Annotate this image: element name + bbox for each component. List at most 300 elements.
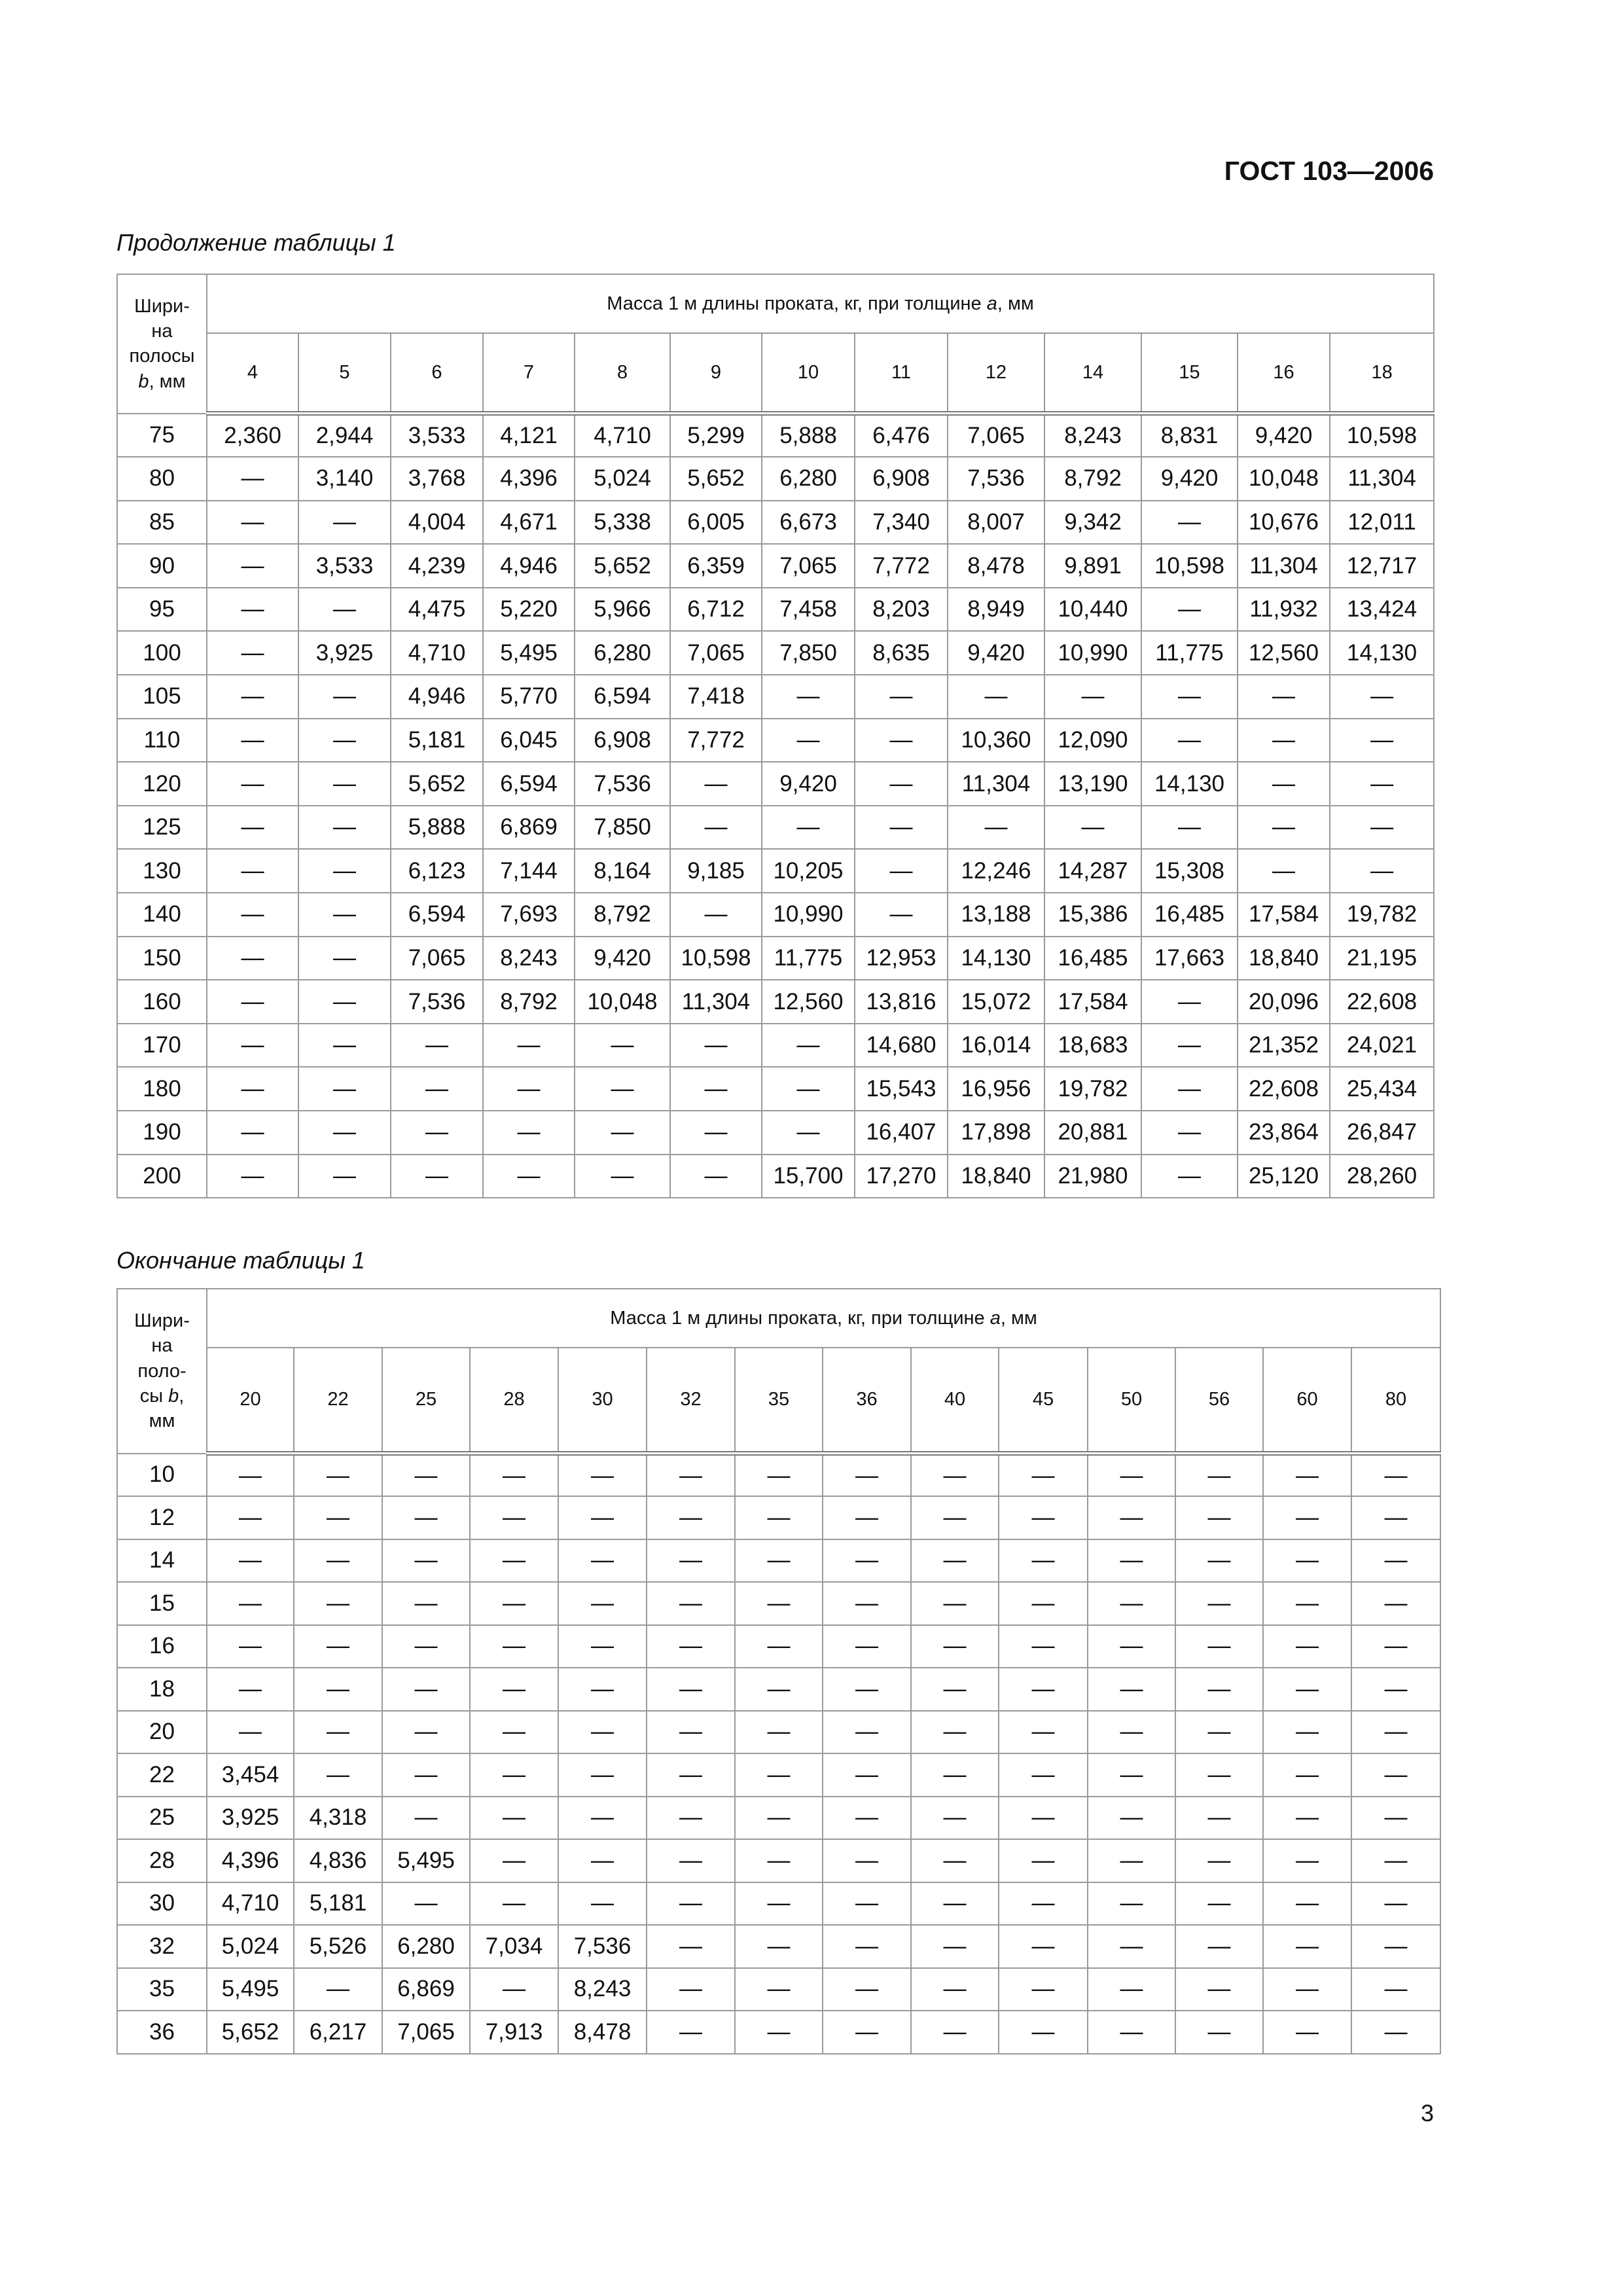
mass-cell: — <box>1351 1753 1440 1797</box>
thickness-header-row <box>117 1348 1440 1454</box>
mass-cell: — <box>1088 1753 1175 1797</box>
mass-cell: 3,925 <box>207 1797 294 1840</box>
mass-cell: — <box>207 501 298 545</box>
mass-cell: — <box>823 1539 911 1583</box>
width-cell: 120 <box>117 762 207 806</box>
mass-cell: — <box>1175 1625 1263 1668</box>
table-row <box>117 544 1434 588</box>
mass-cell: 20,096 <box>1238 980 1330 1024</box>
mass-cell: 16,485 <box>1141 893 1238 937</box>
mass-cell: 6,359 <box>670 544 762 588</box>
thickness-header-30: 30 <box>558 1348 647 1454</box>
mass-cell: 11,932 <box>1238 588 1330 632</box>
mass-cell: 6,869 <box>483 806 575 850</box>
mass-cell: — <box>911 1711 999 1754</box>
mass-cell: — <box>1263 1925 1351 1968</box>
mass-cell: — <box>575 1155 670 1198</box>
mass-cell: — <box>298 675 391 719</box>
mass-cell: — <box>207 1454 294 1497</box>
mass-cell: 19,782 <box>1044 1067 1141 1111</box>
mass-cell: 6,045 <box>483 719 575 762</box>
mass-cell: 10,598 <box>1330 414 1434 457</box>
mass-cell: 4,671 <box>483 501 575 545</box>
mass-cell: 16,407 <box>855 1111 948 1155</box>
width-cell: 170 <box>117 1024 207 1067</box>
mass-cell: — <box>382 1625 470 1668</box>
mass-cell: 25,434 <box>1330 1067 1434 1111</box>
mass-cell: — <box>558 1711 647 1754</box>
mass-cell: — <box>1263 1711 1351 1754</box>
mass-cell: — <box>558 1797 647 1840</box>
mass-cell: — <box>855 762 948 806</box>
mass-cell: — <box>470 1839 558 1882</box>
table-body <box>117 414 1434 1198</box>
mass-cell: 8,007 <box>948 501 1044 545</box>
mass-cell: — <box>382 1711 470 1754</box>
mass-cell: 17,663 <box>1141 937 1238 980</box>
width-cell: 130 <box>117 849 207 893</box>
mass-cell: — <box>298 762 391 806</box>
mass-cell: — <box>1351 1711 1440 1754</box>
width-cell: 150 <box>117 937 207 980</box>
thickness-header-9: 9 <box>670 333 762 414</box>
width-cell: 85 <box>117 501 207 545</box>
mass-cell: 5,181 <box>391 719 483 762</box>
table-row <box>117 980 1434 1024</box>
mass-cell: — <box>911 1582 999 1625</box>
mass-cell: 10,990 <box>762 893 855 937</box>
thickness-header-8: 8 <box>575 333 670 414</box>
mass-cell: — <box>999 1625 1088 1668</box>
mass-cell: — <box>1330 849 1434 893</box>
mass-cell: — <box>855 675 948 719</box>
width-cell: 80 <box>117 457 207 501</box>
thickness-header-28: 28 <box>470 1348 558 1454</box>
mass-cell: 10,440 <box>1044 588 1141 632</box>
mass-cell: — <box>1088 1711 1175 1754</box>
mass-cell: 8,203 <box>855 588 948 632</box>
mass-cell: — <box>1088 1539 1175 1583</box>
mass-cell: — <box>207 457 298 501</box>
mass-cell: 8,635 <box>855 631 948 675</box>
mass-cell: 6,005 <box>670 501 762 545</box>
mass-cell: — <box>207 980 298 1024</box>
table-row <box>117 806 1434 850</box>
mass-cell: — <box>207 762 298 806</box>
mass-cell: — <box>762 1067 855 1111</box>
mass-cell: 7,913 <box>470 2011 558 2054</box>
mass-cell: 6,280 <box>575 631 670 675</box>
table-row <box>117 1839 1440 1882</box>
width-cell: 28 <box>117 1839 207 1882</box>
mass-cell: — <box>294 1582 382 1625</box>
mass-cell: — <box>558 1839 647 1882</box>
mass-cell: 6,869 <box>382 1968 470 2011</box>
mass-cell: — <box>1088 1882 1175 1926</box>
mass-cell: 6,908 <box>575 719 670 762</box>
mass-cell: — <box>855 719 948 762</box>
mass-cell: — <box>670 1155 762 1198</box>
mass-cell: — <box>1351 1925 1440 1968</box>
mass-cell: 4,475 <box>391 588 483 632</box>
mass-cell: — <box>735 2011 823 2054</box>
table-row <box>117 414 1434 457</box>
mass-cell: 9,420 <box>575 937 670 980</box>
mass-cell: — <box>207 1111 298 1155</box>
mass-cell: — <box>298 1024 391 1067</box>
mass-cell: — <box>670 762 762 806</box>
mass-cell: — <box>1088 1625 1175 1668</box>
mass-cell: — <box>558 1882 647 1926</box>
mass-cell: 4,396 <box>207 1839 294 1882</box>
mass-cell: 12,090 <box>1044 719 1141 762</box>
mass-cell: — <box>382 1539 470 1583</box>
width-cell: 32 <box>117 1925 207 1968</box>
mass-cell: — <box>391 1067 483 1111</box>
mass-cell: — <box>735 1753 823 1797</box>
mass-cell: 6,673 <box>762 501 855 545</box>
mass-cell: 10,048 <box>1238 457 1330 501</box>
mass-cell: — <box>647 1496 735 1539</box>
mass-cell: — <box>1044 806 1141 850</box>
width-cell: 36 <box>117 2011 207 2054</box>
mass-cell: 15,543 <box>855 1067 948 1111</box>
mass-cell: 6,280 <box>762 457 855 501</box>
mass-cell: — <box>1263 1668 1351 1711</box>
mass-cell: — <box>1175 1753 1263 1797</box>
width-cell: 14 <box>117 1539 207 1583</box>
mass-cell: 4,710 <box>391 631 483 675</box>
mass-cell: 5,495 <box>207 1968 294 2011</box>
mass-cell: — <box>470 1882 558 1926</box>
mass-cell: 5,888 <box>391 806 483 850</box>
thickness-header-5: 5 <box>298 333 391 414</box>
mass-cell: — <box>1330 762 1434 806</box>
mass-cell: — <box>999 1968 1088 2011</box>
mass-cell: — <box>735 1968 823 2011</box>
mass-cell: — <box>647 1668 735 1711</box>
mass-cell: — <box>298 937 391 980</box>
mass-cell: 5,181 <box>294 1882 382 1926</box>
mass-cell: — <box>483 1111 575 1155</box>
mass-cell: — <box>207 1539 294 1583</box>
mass-cell: 17,584 <box>1238 893 1330 937</box>
mass-cell: 16,485 <box>1044 937 1141 980</box>
thickness-header-15: 15 <box>1141 333 1238 414</box>
mass-cell: — <box>470 1668 558 1711</box>
mass-cell: — <box>207 588 298 632</box>
mass-cell: — <box>391 1155 483 1198</box>
mass-cell: — <box>999 1582 1088 1625</box>
mass-cell: 14,287 <box>1044 849 1141 893</box>
width-cell: 20 <box>117 1711 207 1754</box>
mass-cell: — <box>382 1668 470 1711</box>
mass-cell: — <box>911 1925 999 1968</box>
mass-cell: 13,188 <box>948 893 1044 937</box>
mass-cell: — <box>1175 2011 1263 2054</box>
mass-cell: — <box>483 1024 575 1067</box>
mass-cell: 8,243 <box>558 1968 647 2011</box>
thickness-header-32: 32 <box>647 1348 735 1454</box>
mass-cell: — <box>207 849 298 893</box>
mass-cell: — <box>735 1454 823 1497</box>
width-cell: 75 <box>117 414 207 457</box>
width-cell: 18 <box>117 1668 207 1711</box>
width-column-header: Шири- на полосы b, мм <box>117 274 207 414</box>
mass-cell: 16,014 <box>948 1024 1044 1067</box>
mass-cell: — <box>1088 1968 1175 2011</box>
mass-cell: — <box>999 1454 1088 1497</box>
mass-cell: 8,949 <box>948 588 1044 632</box>
mass-cell: — <box>207 631 298 675</box>
mass-cell: — <box>1175 1496 1263 1539</box>
mass-cell: — <box>1263 1882 1351 1926</box>
mass-cell: — <box>207 1155 298 1198</box>
mass-cell: 7,065 <box>762 544 855 588</box>
mass-column-header: Масса 1 м длины проката, кг, при толщине a, мм <box>207 1289 1440 1348</box>
mass-cell: — <box>823 1454 911 1497</box>
mass-cell: 20,881 <box>1044 1111 1141 1155</box>
mass-cell: 11,304 <box>1330 457 1434 501</box>
mass-cell: 7,340 <box>855 501 948 545</box>
thickness-header-40: 40 <box>911 1348 999 1454</box>
table-row <box>117 1539 1440 1583</box>
mass-cell: 12,011 <box>1330 501 1434 545</box>
mass-cell: — <box>911 2011 999 2054</box>
table-row <box>117 631 1434 675</box>
mass-cell: 21,352 <box>1238 1024 1330 1067</box>
mass-cell: 4,396 <box>483 457 575 501</box>
table2-caption: Окончание таблицы 1 <box>116 1247 365 1274</box>
mass-cell: — <box>823 2011 911 2054</box>
mass-cell: — <box>483 1067 575 1111</box>
width-cell: 180 <box>117 1067 207 1111</box>
mass-cell: 24,021 <box>1330 1024 1434 1067</box>
mass-cell: — <box>647 1582 735 1625</box>
mass-cell: 11,775 <box>762 937 855 980</box>
mass-cell: 5,652 <box>391 762 483 806</box>
mass-cell: — <box>470 1454 558 1497</box>
mass-cell: — <box>298 980 391 1024</box>
mass-cell: 15,308 <box>1141 849 1238 893</box>
mass-cell: — <box>735 1496 823 1539</box>
mass-cell: — <box>298 1067 391 1111</box>
mass-cell: — <box>647 1797 735 1840</box>
mass-cell: — <box>1263 2011 1351 2054</box>
mass-cell: — <box>470 1496 558 1539</box>
thickness-header-25: 25 <box>382 1348 470 1454</box>
mass-cell: — <box>294 1539 382 1583</box>
mass-cell: — <box>1088 1668 1175 1711</box>
mass-cell: 14,130 <box>1330 631 1434 675</box>
mass-cell: 6,908 <box>855 457 948 501</box>
mass-cell: 7,850 <box>575 806 670 850</box>
width-cell: 22 <box>117 1753 207 1797</box>
mass-cell: — <box>823 1496 911 1539</box>
mass-cell: — <box>575 1024 670 1067</box>
mass-cell: 22,608 <box>1330 980 1434 1024</box>
mass-cell: — <box>558 1668 647 1711</box>
mass-cell: 3,925 <box>298 631 391 675</box>
mass-cell: — <box>762 1024 855 1067</box>
mass-cell: 7,536 <box>575 762 670 806</box>
mass-cell: — <box>1088 1454 1175 1497</box>
mass-cell: — <box>298 893 391 937</box>
mass-cell: 9,891 <box>1044 544 1141 588</box>
mass-cell: 11,304 <box>948 762 1044 806</box>
mass-cell: 5,495 <box>483 631 575 675</box>
mass-cell: 5,299 <box>670 414 762 457</box>
thickness-header-60: 60 <box>1263 1348 1351 1454</box>
mass-cell: 6,594 <box>391 893 483 937</box>
mass-cell: — <box>670 1067 762 1111</box>
width-cell: 90 <box>117 544 207 588</box>
mass-cell: — <box>735 1668 823 1711</box>
mass-cell: 10,048 <box>575 980 670 1024</box>
mass-cell: 7,065 <box>948 414 1044 457</box>
mass-cell: — <box>911 1539 999 1583</box>
table-row <box>117 1496 1440 1539</box>
mass-cell: 12,560 <box>762 980 855 1024</box>
mass-cell: — <box>823 1968 911 2011</box>
mass-cell: — <box>948 675 1044 719</box>
thickness-header-11: 11 <box>855 333 948 414</box>
table-row <box>117 1111 1434 1155</box>
mass-cell: 3,533 <box>391 414 483 457</box>
mass-cell: — <box>207 893 298 937</box>
mass-cell: 17,898 <box>948 1111 1044 1155</box>
mass-cell: 15,700 <box>762 1155 855 1198</box>
table-body <box>117 1454 1440 2054</box>
mass-cell: 6,712 <box>670 588 762 632</box>
mass-cell: 5,338 <box>575 501 670 545</box>
mass-cell: 5,526 <box>294 1925 382 1968</box>
mass-cell: 11,775 <box>1141 631 1238 675</box>
table-row <box>117 1753 1440 1797</box>
mass-cell: — <box>823 1882 911 1926</box>
mass-cell: 7,693 <box>483 893 575 937</box>
mass-cell: — <box>298 806 391 850</box>
mass-cell: 10,360 <box>948 719 1044 762</box>
mass-cell: 26,847 <box>1330 1111 1434 1155</box>
table-row <box>117 501 1434 545</box>
mass-cell: 10,676 <box>1238 501 1330 545</box>
mass-cell: — <box>735 1711 823 1754</box>
thickness-header-50: 50 <box>1088 1348 1175 1454</box>
mass-cell: 18,683 <box>1044 1024 1141 1067</box>
mass-cell: 7,772 <box>855 544 948 588</box>
mass-cell: — <box>1175 1839 1263 1882</box>
mass-cell: — <box>855 849 948 893</box>
mass-cell: — <box>911 1668 999 1711</box>
mass-cell: — <box>735 1539 823 1583</box>
mass-cell: — <box>999 1496 1088 1539</box>
mass-cell: — <box>911 1454 999 1497</box>
mass-cell: 11,304 <box>670 980 762 1024</box>
mass-cell: 12,246 <box>948 849 1044 893</box>
mass-cell: 6,123 <box>391 849 483 893</box>
mass-cell: — <box>298 719 391 762</box>
table-row <box>117 1582 1440 1625</box>
mass-cell: — <box>382 1797 470 1840</box>
mass-cell: — <box>470 1753 558 1797</box>
mass-cell: — <box>1330 719 1434 762</box>
mass-cell: 22,608 <box>1238 1067 1330 1111</box>
mass-cell: — <box>647 2011 735 2054</box>
thickness-header-10: 10 <box>762 333 855 414</box>
mass-cell: — <box>1351 1668 1440 1711</box>
mass-cell: — <box>999 1882 1088 1926</box>
mass-cell: 4,836 <box>294 1839 382 1882</box>
width-column-header: Шири- на поло- сы b, мм <box>117 1289 207 1454</box>
mass-cell: 7,065 <box>382 2011 470 2054</box>
mass-cell: — <box>647 1925 735 1968</box>
mass-cell: — <box>1088 1925 1175 1968</box>
table-row <box>117 762 1434 806</box>
mass-cell: 6,217 <box>294 2011 382 2054</box>
table-row <box>117 1454 1440 1497</box>
mass-cell: — <box>294 1711 382 1754</box>
table-row <box>117 1711 1440 1754</box>
doc-code-header: ГОСТ 103—2006 <box>1224 156 1434 186</box>
mass-cell: — <box>999 1539 1088 1583</box>
thickness-header-14: 14 <box>1044 333 1141 414</box>
mass-cell: — <box>1141 980 1238 1024</box>
mass-cell: 6,476 <box>855 414 948 457</box>
mass-cell: — <box>1141 1155 1238 1198</box>
table-row <box>117 719 1434 762</box>
mass-cell: — <box>207 719 298 762</box>
mass-cell: — <box>207 937 298 980</box>
mass-cell: — <box>911 1882 999 1926</box>
mass-cell: 8,792 <box>575 893 670 937</box>
thickness-header-56: 56 <box>1175 1348 1263 1454</box>
mass-cell: 7,536 <box>948 457 1044 501</box>
mass-cell: — <box>670 1111 762 1155</box>
mass-cell: 10,205 <box>762 849 855 893</box>
mass-cell: 8,792 <box>1044 457 1141 501</box>
mass-cell: — <box>382 1582 470 1625</box>
mass-cell: 9,420 <box>1141 457 1238 501</box>
thickness-header-36: 36 <box>823 1348 911 1454</box>
mass-cell: — <box>1351 1797 1440 1840</box>
mass-cell: 2,360 <box>207 414 298 457</box>
mass-cell: — <box>1141 1111 1238 1155</box>
mass-cell: — <box>823 1711 911 1754</box>
table-row <box>117 588 1434 632</box>
mass-cell: — <box>1263 1839 1351 1882</box>
mass-cell: — <box>999 1797 1088 1840</box>
mass-cell: — <box>558 1496 647 1539</box>
mass-cell: 21,980 <box>1044 1155 1141 1198</box>
mass-cell: — <box>1351 2011 1440 2054</box>
mass-cell: 7,065 <box>391 937 483 980</box>
mass-cell: 5,024 <box>207 1925 294 1968</box>
mass-cell: — <box>911 1496 999 1539</box>
mass-table-continuation <box>116 274 1435 1198</box>
mass-cell: 5,966 <box>575 588 670 632</box>
mass-cell: 18,840 <box>948 1155 1044 1198</box>
mass-cell: 5,495 <box>382 1839 470 1882</box>
mass-cell: 16,956 <box>948 1067 1044 1111</box>
mass-cell: — <box>823 1925 911 1968</box>
mass-cell: — <box>1141 719 1238 762</box>
mass-cell: — <box>823 1753 911 1797</box>
thickness-header-35: 35 <box>735 1348 823 1454</box>
mass-cell: — <box>911 1625 999 1668</box>
mass-cell: 8,831 <box>1141 414 1238 457</box>
mass-cell: 4,946 <box>483 544 575 588</box>
